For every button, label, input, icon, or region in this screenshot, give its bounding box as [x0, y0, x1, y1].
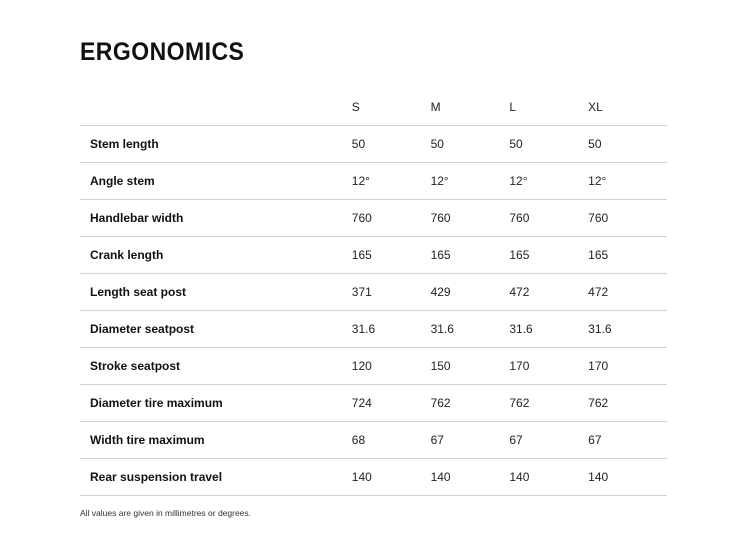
table-cell: 12°	[588, 163, 667, 200]
row-label: Stem length	[80, 126, 352, 163]
row-label: Stroke seatpost	[80, 348, 352, 385]
table-cell: 760	[588, 200, 667, 237]
table-cell: 472	[588, 274, 667, 311]
row-label: Width tire maximum	[80, 422, 352, 459]
table-row	[80, 237, 667, 274]
table-cell: 170	[509, 348, 588, 385]
table-row	[80, 163, 667, 200]
table-cell: 140	[431, 459, 510, 496]
table-cell: 140	[588, 459, 667, 496]
table-row	[80, 348, 667, 385]
table-cell: 67	[509, 422, 588, 459]
table-cell: 50	[431, 126, 510, 163]
table-cell: 31.6	[352, 311, 431, 348]
table-cell: 760	[509, 200, 588, 237]
table-cell: 50	[588, 126, 667, 163]
table-cell: 67	[431, 422, 510, 459]
header-corner	[80, 88, 352, 126]
table-cell: 170	[588, 348, 667, 385]
table-cell: 762	[588, 385, 667, 422]
table-row	[80, 126, 667, 163]
table-cell: 760	[352, 200, 431, 237]
footnote: All values are given in millimetres or degrees.	[80, 508, 252, 518]
table-row	[80, 274, 667, 311]
table-cell: 67	[588, 422, 667, 459]
table-row	[80, 422, 667, 459]
table-cell: 165	[509, 237, 588, 274]
size-header-l: L	[509, 88, 588, 126]
ergonomics-table	[80, 88, 667, 496]
table-cell: 150	[431, 348, 510, 385]
table-row	[80, 311, 667, 348]
table-cell: 371	[352, 274, 431, 311]
row-label: Rear suspension travel	[80, 459, 352, 496]
table-row	[80, 200, 667, 237]
table-cell: 50	[509, 126, 588, 163]
table-cell: 50	[352, 126, 431, 163]
table-cell: 12°	[431, 163, 510, 200]
row-label: Length seat post	[80, 274, 352, 311]
size-header-m: M	[431, 88, 510, 126]
table-cell: 140	[509, 459, 588, 496]
table-cell: 12°	[509, 163, 588, 200]
table-cell: 472	[509, 274, 588, 311]
table-cell: 760	[431, 200, 510, 237]
table-cell: 140	[352, 459, 431, 496]
size-header-xl: XL	[588, 88, 667, 126]
table-cell: 762	[509, 385, 588, 422]
row-label: Handlebar width	[80, 200, 352, 237]
row-label: Diameter seatpost	[80, 311, 352, 348]
table-row	[80, 459, 667, 496]
table-cell: 68	[352, 422, 431, 459]
table-cell: 762	[431, 385, 510, 422]
table-cell: 12°	[352, 163, 431, 200]
table-cell: 165	[431, 237, 510, 274]
row-label: Crank length	[80, 237, 352, 274]
table-cell: 31.6	[588, 311, 667, 348]
table-cell: 31.6	[509, 311, 588, 348]
table-cell: 724	[352, 385, 431, 422]
table-cell: 165	[352, 237, 431, 274]
table-cell: 120	[352, 348, 431, 385]
table-cell: 31.6	[431, 311, 510, 348]
page-title: ERGONOMICS	[80, 38, 245, 66]
table-cell: 429	[431, 274, 510, 311]
size-header-s: S	[352, 88, 431, 126]
table-header-row	[80, 88, 667, 126]
table-row	[80, 385, 667, 422]
table-cell: 165	[588, 237, 667, 274]
row-label: Diameter tire maximum	[80, 385, 352, 422]
row-label: Angle stem	[80, 163, 352, 200]
